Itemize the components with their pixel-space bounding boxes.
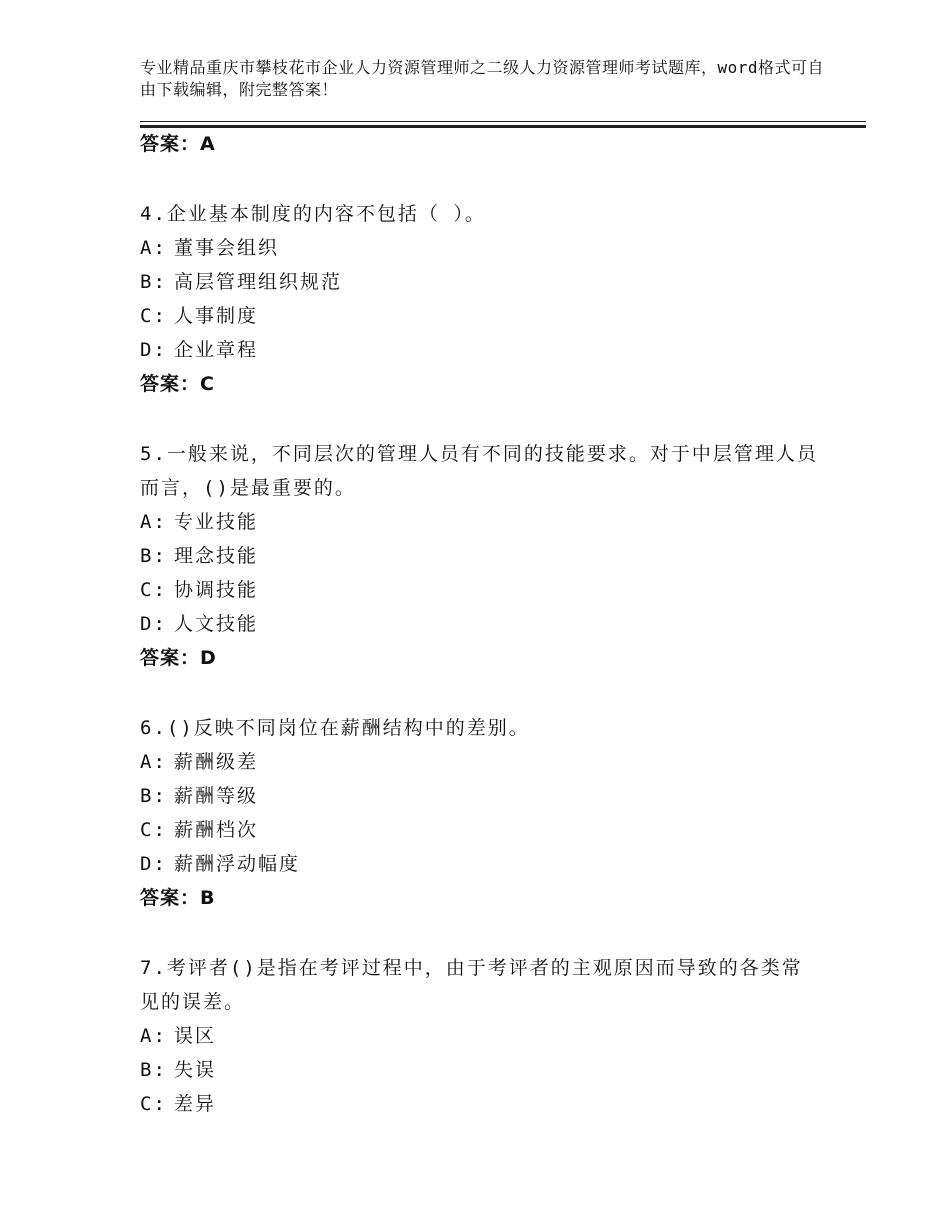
option-letter: D: [140,613,167,635]
option-text: 薪酬级差 [174,751,259,773]
option-d [140,847,820,881]
option-text: 专业技能 [174,511,259,533]
option-letter: A: [140,1025,167,1047]
option-text: 差异 [174,1093,217,1115]
option-b [140,1053,820,1087]
option-text: 高层管理组织规范 [174,271,343,293]
option-c [140,813,820,847]
answer-line: 答案：D [140,647,217,669]
option-text: 薪酬等级 [174,785,259,807]
option-letter: C: [140,305,167,327]
option-b [140,265,820,299]
question-list [140,127,820,1121]
option-letter: C: [140,579,167,601]
option-a [140,505,820,539]
option-letter: B: [140,545,167,567]
option-letter: A: [140,751,167,773]
option-letter: C: [140,1093,167,1115]
option-c [140,573,820,607]
option-a [140,745,820,779]
option-text: 误区 [174,1025,217,1047]
option-letter: B: [140,271,167,293]
option-text: 企业章程 [174,339,259,361]
question-item [140,437,820,675]
option-a [140,231,820,265]
option-letter: B: [140,1059,167,1081]
option-d [140,607,820,641]
question-item [140,711,820,915]
option-text: 薪酬档次 [174,819,259,841]
answer-line: 答案：A [140,133,216,155]
option-text: 人文技能 [174,613,259,635]
option-text: 董事会组织 [174,237,280,259]
header-rule-thin [140,121,866,122]
option-b [140,779,820,813]
question-item [140,951,820,1121]
option-letter: A: [140,511,167,533]
option-text: 协调技能 [174,579,259,601]
question-text: 4.企业基本制度的内容不包括（ ）。 [140,203,486,225]
option-letter: B: [140,785,167,807]
option-b [140,539,820,573]
option-c [140,299,820,333]
option-text: 人事制度 [174,305,259,327]
option-letter: D: [140,853,167,875]
document-header-title: 专业精品重庆市攀枝花市企业人力资源管理师之二级人力资源管理师考试题库，word格式可自由下载编辑，附完整答案！ [140,58,825,99]
answer-line: 答案：B [140,887,216,909]
option-d [140,333,820,367]
question-text: 7.考评者()是指在考评过程中，由于考评者的主观原因而导致的各类常见的误差。 [140,957,803,1013]
option-text: 薪酬浮动幅度 [174,853,301,875]
question-item [140,197,820,401]
option-c [140,1087,820,1121]
question-text: 6.()反映不同岗位在薪酬结构中的差别。 [140,717,530,739]
option-letter: D: [140,339,167,361]
option-text: 理念技能 [174,545,259,567]
option-letter: C: [140,819,167,841]
answer-line: 答案：C [140,373,215,395]
option-text: 失误 [174,1059,217,1081]
question-text: 5.一般来说，不同层次的管理人员有不同的技能要求。对于中层管理人员而言，()是最重要的。 [140,443,818,499]
option-letter: A: [140,237,167,259]
option-a [140,1019,820,1053]
